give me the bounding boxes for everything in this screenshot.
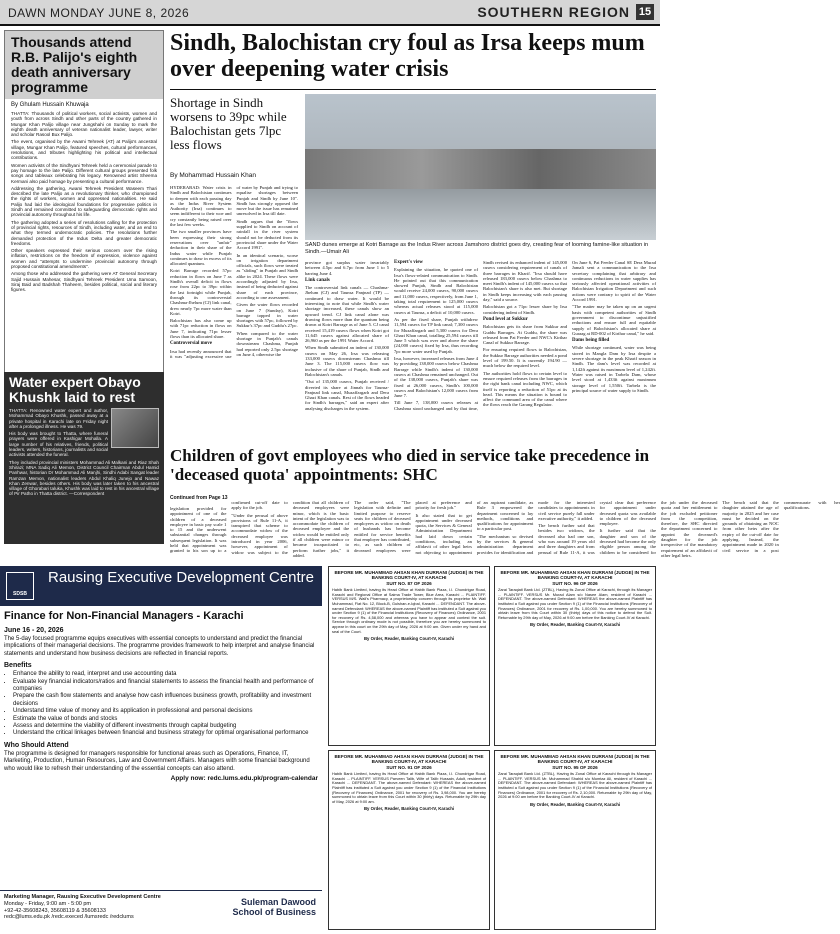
notice-suit: SUIT NO. 91 OF 2026 xyxy=(386,764,432,770)
dry-river-photo xyxy=(305,94,656,240)
body-para: "Under the perusal of above provisions of Rule 11-A, it transpired that scheme to accommodate widow of the deceased employee was introduced in year 2006, however, appointment of widow was subject to the condition that all children of deceased employees were minor, which is the basic intent of the legislation was to accommodate the children of deceased employee and the widow would be entitled only if all children were minor or became incapacitated to perform further jobs," it added. xyxy=(231,500,350,558)
main-byline: By Mohammad Hussain Khan xyxy=(170,172,256,179)
portrait-photo xyxy=(111,408,159,448)
ad-header xyxy=(0,566,322,606)
palijo-para: The event, organised by the Awami Tehreek (AT) at Palijo's ancestral village, Mungar Khan Palijo, featured speeches, cultural performances, resolutions, and tributes highlighting his political and intellectual contributions. xyxy=(11,139,157,161)
body-para: The bench further said that besides two widows, the deceased also had one son, who was around 19 years old and three daughters and from perusal of Rule 11-A, it was crystal clear that preference for appointment under deceased quota was available to children of the deceased employee. xyxy=(538,500,656,555)
notice-suit: SUIT NO. 95 OF 2026 xyxy=(552,764,598,770)
shc-headline[interactable]: Children of govt employees who died in service take precedence in 'deceased quota' appointments: SHC xyxy=(170,446,650,484)
obituary-body xyxy=(4,408,164,497)
body-para: The order said, "The legislation with definite and limited purpose to reserve seats for children of deceased employees as widow on death of husbands has become entitled for service benefits that employer has contributed, etc, as such children of deceased employees were placed at preference and priority for fresh job." xyxy=(354,500,472,553)
ad-dates: June 16 - 20, 2026 xyxy=(4,627,64,634)
body-para: Kotri Barrage recorded 57pc reduction in flows on June 7 as Sindh's overall deficit in flows rose from 22pc to 39pc within the last fortnight while Punjab, through its controversial Chashma-Jhelum (CJ) link canal, drew nearly 7pc more water than Kotri. xyxy=(170,268,232,316)
body-para: Balochistan has also come up with 71pc reduction in flows on June 7, indicating 71pc lesser flows than its allocated share. xyxy=(170,318,232,340)
body-para: For ensuring required flows to Balochistan, the Sukkur Barrage authorities needed a pond level of 199.50. It is currently 194.90 — much below the required level. xyxy=(483,347,567,369)
notice-body: Zarai Taraqiati Bank Ltd. (ZTBL), Having its Zonal Office at Karachi, through its Manager ... PLAINTIFF. VERSUS Mr. Murad Alam s/o Nasee Alam, resident of Karachi ... DEFENDANT. The above-named Defendant: WHEREAS the above-named Plaintiff has instituted a Suit against you under Section 9 (1) of the Financial Institutions (Recovery of Finances) Ordinance, 2001 for recovery of Rs. 1,00,000. You are hereby summoned to obtain leave from this Court within 30 (thirty) days of this notice to defend the Suit. Returnable by 29th day of May, 2026 at 9:00 am before the Banking Court-IV at Karachi. xyxy=(498,587,652,620)
ad-who: The programme is designed for managers responsible for functional areas such as Operations, Finance, IT, Marketing, Production, Human Resources, Law and Government Affairs. Managers with some financial background who would like to refresh their understanding of the essential concepts can also attend. xyxy=(4,750,310,772)
legal-notice xyxy=(494,750,656,930)
shc-headline-block xyxy=(170,446,656,490)
body-para: Till June 7, 138,000 cusecs releases at Chashma stood unchanged and by that time, Sindh revised its enhanced indent of 145,000 cusecs considering requirement of canals of three barrages in Kharif. "Irsa should have released 183,000 cusecs below Chashma to meet Sindh's indent of 145,000 cusecs so that Balochistan's share is also met. But shortage in Sindh keeps increasing with each passing day," said a source. xyxy=(394,260,567,411)
notice-court: BEFORE MR. MUHAMMAD AHSAN KHAN DURRANI (JUDGE) IN THE BANKING COURT-IV, AT KARACHI xyxy=(334,570,484,581)
benefit-item: • Estimate the value of bonds and stocks xyxy=(13,716,318,723)
body-para: The two smaller provinces have been expressing their strong reservations over "unfair" deduction in their share of the Indus water while Punjab continues to draw in excess of its allocated quantum. xyxy=(170,229,232,267)
main-body-right xyxy=(305,260,656,442)
benefit-item: • Prepare the cash flow statements and analyse how cash influences business growth, profitability and investment decisions xyxy=(13,693,318,708)
ad-title: Finance for Non-Financial Managers - Karachi xyxy=(4,610,244,622)
body-para: Balochistan got a 71pc lesser share by Irsa considering indent of Sindh. xyxy=(483,304,567,315)
contact-hours: Monday - Friday, 9:00 am - 5:00 pm xyxy=(4,900,92,907)
main-headline[interactable]: Sindh, Balochistan cry foul as Irsa keeps mum over deepening water crisis xyxy=(170,30,645,82)
body-para: Irsa had recently announced that it was "adjusting excessive use of water by Punjab and trying to equalise shortages between Punjab and Sindh by June 10". Sindh has strongly opposed the move but the issue has remained unresolved in Irsa till date. xyxy=(170,185,298,359)
body-para: It also stated that to get appointment under deceased quota, the Services & General Administration Department had laid down certain conditions, including an affidavit of other legal heirs not objecting to appointment of an aspirant candidate, as Rule 3 empowered the department concerned to lay methods, conditions and qualifications for appointment to a particular post. xyxy=(415,500,534,555)
subhead: Pond level at Sukkur xyxy=(483,316,528,322)
palijo-byline: By Ghulam Hussain Khuwaja xyxy=(11,102,89,108)
body-para: legislation provided for appointment of one of the children of a deceased employee in basic pay scale 1 to 15 and the underwent substantial changes through subsequent legislation. It was held that appointment was granted to his son up to a confirmed cut-off date to apply for the job. xyxy=(170,500,288,554)
shc-body xyxy=(170,500,840,560)
contact-social[interactable]: redc@lums.edu.pk /redc.execed /lumsredc /redclums xyxy=(4,914,134,921)
body-para: While shortage continued, water was being stored in Mangla Dam by Irsa despite a severe shortage in the peak Kharif season in Sindh. The dam's level was recorded at 1,142ft against its maximum level of 1,242ft. Water was raised in Tarbela Dam, whose level stood at 1,433ft against maximum storage level of 1,550ft. Tarbela is the principal source of water supply to Sindh. xyxy=(572,345,656,393)
body-para: When compared to the water shortage in Punjab's canals downstream Chashma, Punjab had reported only 2.5pc shortage on June 4, otherwise the xyxy=(236,330,298,357)
body-para: province got surplus water invariably between 4.5pc and 6.7pc from June 1 to 5 barring June 4. xyxy=(305,260,389,276)
sdsb-logo-icon: SDSB xyxy=(6,572,34,600)
ad-benefits-list xyxy=(4,671,318,738)
section-name: SOUTHERN REGION xyxy=(477,4,630,20)
obituary-headline[interactable]: Water expert Obayo Khushk laid to rest xyxy=(9,374,141,405)
obituary-para: THATTA: Renowned water expert and author, Mohammad Obayo Khushk, passed away at a private hospital in Karachi late on Friday night after a prolonged illness. He was 79. xyxy=(9,408,108,429)
palijo-para: Among those who addressed the gathering were AT General Secretary Sajid Hussain Mahesar, Sindhyani Tehreek President Uma Samoon, Siraj Baid and Badshah Thaheem, besides political, social and literary figures. xyxy=(11,271,157,293)
obituary-para: His body was brought to Thatta, where funeral prayers were offered in Kashigar Mohalla. A large number of his relatives, friends, political leaders, writers, historians, journalists and social activists attended the funeral. xyxy=(9,431,108,458)
body-para: "The mechanism so devised by the services & general administration department provides for identification and mode for the interested candidates to appointments in civil service purely fall under executive authority," it added. xyxy=(476,500,595,555)
page-number: 15 xyxy=(636,4,654,20)
notice-sign: By Order, Reader, Banking Court-IV, Karachi xyxy=(529,622,621,628)
body-para: "The matter may be taken up on an urgent basis with competent authorities of Sindh government to discontinue unjustified reductions and ensure full and equitable supply of Balochistan's allocated share at Guraag at RD-002 of Kirthar canal," he said. xyxy=(572,304,656,336)
ad-footer xyxy=(0,890,322,934)
main-headline-block xyxy=(170,30,656,90)
sand-dunes-area xyxy=(305,149,656,189)
body-para: Given the water flows recorded on June 7 (Sunday), Kotri barrage topped in water shortages with 57pc, followed by Sukkur's 37pc and Guddu's 27pc. xyxy=(236,302,298,329)
body-para: The controversial link canals — Chashma-Jhelum (CJ) and Taunsa Panjnad (TP) — continued to draw water. It would be interesting to note that while Sindh's water shortage increased, these canals show an upward trend. CJ link canal alone was drawing flows more than the quantum being drawn at Kotri Barrage as of June 5. CJ canal received 15,419 cusecs flows when Kotri got 11,645 cusecs against allocated share of 26,960 as per the 1991 Water Accord. xyxy=(305,285,389,344)
main-deck: Shortage in Sindh worsens to 39pc while Balochistan gets 7lpc less flows xyxy=(170,95,287,152)
photo-caption: SAND dunes emerge at Kotri Barrage as the Indus River across Jamshoro district goes dry, creating fear of looming famine-like situation in Sindh.—Umair Ali xyxy=(305,242,649,255)
obituary-article xyxy=(4,372,164,544)
benefit-item: • Understand time value of money and its application in professional and personal decisions xyxy=(13,708,318,715)
ad-contact xyxy=(4,894,161,921)
body-para: Balochistan gets its share from Sukkur and Guddu Barrages. At Guddu, the share was released from Pat Feeder and NWC's Kirthar Canal of Sukkur Barrage. xyxy=(483,324,567,346)
palijo-para: Other speakers expressed their serious concern over the rising inflation, restrictions on the freedom of expression, violence against women and "attempts to undermine provincial autonomy through proposed constitutional amendments". xyxy=(11,248,157,270)
subhead: Link canals xyxy=(305,277,330,283)
notice-court: BEFORE MR. MUHAMMAD AHSAN KHAN DURRANI (JUDGE) IN THE BANKING COURT-IV, AT KARACHI xyxy=(500,754,650,765)
apply-link[interactable]: Apply now: redc.lums.edu.pk/program-calendar xyxy=(170,775,318,783)
contact-line: Marketing Manager, Rausing Executive Development Centre xyxy=(4,894,161,900)
benefit-item: • Enhance the ability to read, interpret and use accounting data xyxy=(13,671,318,678)
body-para: Explaining the situation, he quoted one of Irsa's flows-related communication to Sindh. He pointed out that this communication showed Punjab, Sindh and Balochistan would receive 24,000 cusecs, 90,000 cusecs and 11,000 cusecs, respectively, from June 1, taking total requirement to 125,000 cusecs whereas actual releases stood at 115,000 cusecs at Taunsa, a deficit of 10,000 cusecs. xyxy=(394,267,478,315)
legal-notice xyxy=(494,566,656,746)
palijo-para: THATTA: Thousands of political workers, social activists, women and youth from across Sindh and other parts of the country gathered in Mungar Khan Palijo village near Jungshahi on Sunday to mark the eighth death anniversary of veteran nationalist leader, lawyer, writer and scholar Rasool Bux Palijo. xyxy=(11,111,157,138)
body-para: "Out of 135,000 cusecs, Punjab received / diverted its share at Jinnah for Taunsa-Panjnad link canal, Muzaffargarh and Dera Ghazi Khan canals. Rest of the flows headed for Sindh's barrages," said an expert after analysing discharges in the system. xyxy=(305,379,389,411)
ad-body xyxy=(4,610,318,782)
notice-court: BEFORE MR. MUHAMMAD AHSAN KHAN DURRANI (JUDGE) IN THE BANKING COURT-IV, AT KARACHI xyxy=(500,570,650,581)
body-para: When Sindh submitted an indent of 130,000 cusecs on May 26, Irsa was releasing 133,000 cusecs downstream Chashma till June 3. The 115,000 cusecs flow was inclusive of the share of Punjab, Sindh and Balochistan's canals. xyxy=(305,345,389,377)
ad-intro: The 5-day focused programme equips executives with essential concepts to understand and predict the financial implications of their managerial decisions. The programme provides framework to help interpret and analyse financial statements and understand how business decisions are reflected in financial reports. xyxy=(4,636,315,657)
body-para: The authorities hold flows to certain level to ensure required releases from the barrages in the right bank canal including NWC, which itself is reporting a reduction of 51pc at its head. This means the situation is bound to affect the command area of the canal where the flows reach the Garang Regulator. xyxy=(483,370,567,408)
legal-notice xyxy=(328,566,490,746)
body-para: As per the fixed share, Punjab withdrew 11,594 cusecs for TP link canal; 7,300 cusecs for Muzaffargarh and 5,300 cusecs for Dera Ghazi Khan canal, totalling 25,594 cusecs till June 5 which was over and above the share (24,000 cusecs) fixed by Irsa, thus recording 7pc more water used by Punjab. xyxy=(394,316,478,354)
benefit-item: • Evaluate key financial indicators/ratios and financial statements to assess the financial health and performance of companies xyxy=(13,679,318,694)
body-para: It further said that the daughter and son of the deceased had become the only eligible person among the children to be considered for the job under the deceased quota and her entitlement to the job excluded petitioner from the competition, therefore, the SHC directed the department concerned to appoint the deceased's daughter for the job irrespective of the mandatory requirement of an affidavit of other legal heirs. xyxy=(599,500,718,558)
body-para: Sindh argues that the "flows supplied to Sindh on account of rainfall in the river system should not be deducted from its provincial share under the Water Accord 1991". xyxy=(236,218,298,251)
benefit-item: • Assess and determine the viability of different investments through capital budgeting xyxy=(13,723,318,730)
notice-suit: SUIT NO. 87 OF 2026 xyxy=(386,580,432,586)
notice-sign: By Order, Reader, Banking Court-IV, Karachi xyxy=(529,801,621,807)
continued-note: Continued from Page 13 xyxy=(170,495,228,501)
palijo-headline[interactable]: Thousands attend R.B. Palijo's eighth death anniversary programme xyxy=(5,31,163,99)
body-para: Irsa, however, increased releases from June 4 by providing 138,000 cusecs below Chashma Barrage while Sindh's indent of 130,000 cusecs at Chashma remained unchanged. Out of the 138,000 cusecs, Punjab's share was fixed at 26,000 cusecs, Sindh's 100,000 cusecs and Balochistan's 12,000 cusecs from June 7. xyxy=(394,356,478,399)
school-name: Suleman Dawood School of Business xyxy=(232,897,316,917)
notice-court: BEFORE MR. MUHAMMAD AHSAN KHAN DURRANI (JUDGE) IN THE BANKING COURT-IV, AT KARACHI xyxy=(334,754,484,765)
notice-sign: By Order, Reader, Banking Court-IV, Karachi xyxy=(363,806,455,812)
legal-notice xyxy=(328,750,490,930)
contact-phone[interactable]: +92-42-35608243, 35608119 & 35608133 xyxy=(4,907,106,914)
obituary-para: They included provincial ministers Mohammad Ali Malkani and Riaz Shah Shirazi; MNA Sadiq Ali Memon, District Council Chairman Abdul Hamid Panhwar, historian Dr Mohammad Ali Manjhi, Sindhi Adabi Sangat leader Ramzan Memon, nationalist leaders Abdul Khaliq Junejo and Nawaz Khan Zenwar, besides others. His body was later taken to his ancestral village of Ghorabari taluka, Khushk was laid to rest in his ancestral village of Pir Patho in Thatta district. —Correspondent xyxy=(9,459,159,497)
notice-suit: SUIT NO. 96 OF 2026 xyxy=(552,580,598,586)
palijo-body xyxy=(5,111,163,293)
redc-advertisement xyxy=(0,566,322,934)
subhead: Controversial move xyxy=(170,341,212,347)
palijo-para: Women activists of the Sindhyani Tehreek held a ceremonial parade to pay homage to the late Palijo. Different cultural groups presented folk songs and tableaux celebrating his legacy. Renowned artist Sheema Kermani also paid homage by presenting a cultural performance. xyxy=(11,162,157,184)
masthead xyxy=(0,0,660,26)
ad-who-title: Who Should Attend xyxy=(4,741,69,749)
subhead: Dams being filled xyxy=(572,338,610,344)
body-para: HYDERABAD: Water crisis in Sindh and Balochistan continues to deepen with each passing day as the Indus River System Authority (Irsa) continues to seem indifferent to their woe and cry constantly being raised over the last few weeks. xyxy=(170,185,232,228)
subhead: Expert's view xyxy=(394,260,424,265)
body-para: In an identical scenario, worse on irrigation department officials, such flows were treated as "sliding" in Punjab and Sindh alike in 2024. These flows were accordingly adjusted by Irsa, instead of being deducted against share of each province, according to one assessment. xyxy=(236,252,298,300)
notice-body: Habib Bank Limited, having its Head Office at Habib Bank Plaza, I.I. Chundrigar Road, Karachi ... PLAINTIFF. VERSUS Parveen Talib, Wife of Talib Hussain, Adult, resident of Karachi ... DEFENDANT. The above-named Defendant: WHEREAS the above-named Plaintiff has instituted a Suit against you under Section 9 (1) of the Financial Institutions (Recovery of Finances) Ordinance, 2001 for recovery of Rs. 3,98,000. You are hereby summoned to obtain leave from this Court within 30 (thirty) days. Returnable by 29th day of May, 2026 at 9:00 am. xyxy=(332,771,486,804)
notice-sign: By Order, Reader, Banking Court-IV, Karachi xyxy=(363,636,455,642)
ad-benefits-title: Benefits xyxy=(4,662,32,670)
notice-body: Habib Bank Limited, having its Head Office at Habib Bank Plaza, I.I. Chundrigar Road, Karachi and Regional Office at Saima Trade Tower, Blue Area, Karachi ... PLAINTIFF. VERSUS M/S. Wali's Pharmacy, a proprietorship concern through its proprietor Mr. Wali Muhammad, Flat No. 12, Block-B, Gulshan-e-Iqbal, Karachi ... DEFENDANT. The above-named Defendant: WHEREAS the above-named Plaintiff has instituted a Suit against you under Section 9 (1) of the Financial Institutions (Recovery of Finances) Ordinance, 2001 for recovery of Rs. 4,58,000 and whereas you have to appear and contest the suit. Service through ordinary mode is not possible, therefore you are hereby summoned to appear in this court on the 29th day of May, 2026 at 9:00 am. Given under my hand and seal of the Court. xyxy=(332,587,486,634)
masthead-date: DAWN MONDAY JUNE 8, 2026 xyxy=(8,6,190,20)
body-para: The bench said that the daughter attained the age of majority in 2025 and her case must be decided on the grounds of obtaining an NOC from other heirs after the expiry of the cut-off date for applying. Instead, the appointment made in 2020 in civil service in a post commensurate with her qualifications. xyxy=(722,500,840,553)
ad-org-name: Rausing Executive Development Centre xyxy=(48,569,314,586)
body-para: On June 6, Pat Feeder Canal SE Dera Murad Jamali sent a communication to the Irsa secretary complaining that arbitrary and continuous reductions in water supplies has seriously affected operational activities of Balochistan Irrigation Department and such actions were contrary to spirit of the Water Accord 1991. xyxy=(572,260,656,303)
main-body-left xyxy=(170,185,298,441)
notice-body: Zarai Taraqiati Bank Ltd. (ZTBL), Having its Zonal Office at Karachi through its Manager ... PLAINTIFF. VERSUS Mr. Muhammad Shahid s/o Mumtaz Ali, resident of Karachi ... DEFENDANT. The above-named Defendant: WHEREAS the above-named Plaintiff has instituted a Suit against you under Section 9 (1) of the Financial Institutions (Recovery of Finances) Ordinance, 2001 for recovery of Rs. 2,10,000. Returnable by 29th day of May, 2026 at 9:00 am before the Banking Court-IV at Karachi. xyxy=(498,771,652,800)
benefit-item: • Understand the critical linkages between financial and business strategy for optimal organisational performance xyxy=(13,730,318,737)
palijo-para: The gathering adopted a series of resolutions calling for the protection of provincial rights, resources of Sindh, including water, and an end to what they termed undemocratic policies. The resolutions further demanded protection of the Indus Delta and greater democratic freedoms. xyxy=(11,219,157,246)
palijo-para: Addressing the gathering, Awami Tehreek President Waseem Thari described the late Palijo as a revolutionary thinker, who championed the rights of workers, women and oppressed nationalities. He said Palijo had laid the ideological foundations for progressive politics in Sindh and remained committed to safeguarding democratic rights and provincial autonomy throughout his life. xyxy=(11,185,157,218)
